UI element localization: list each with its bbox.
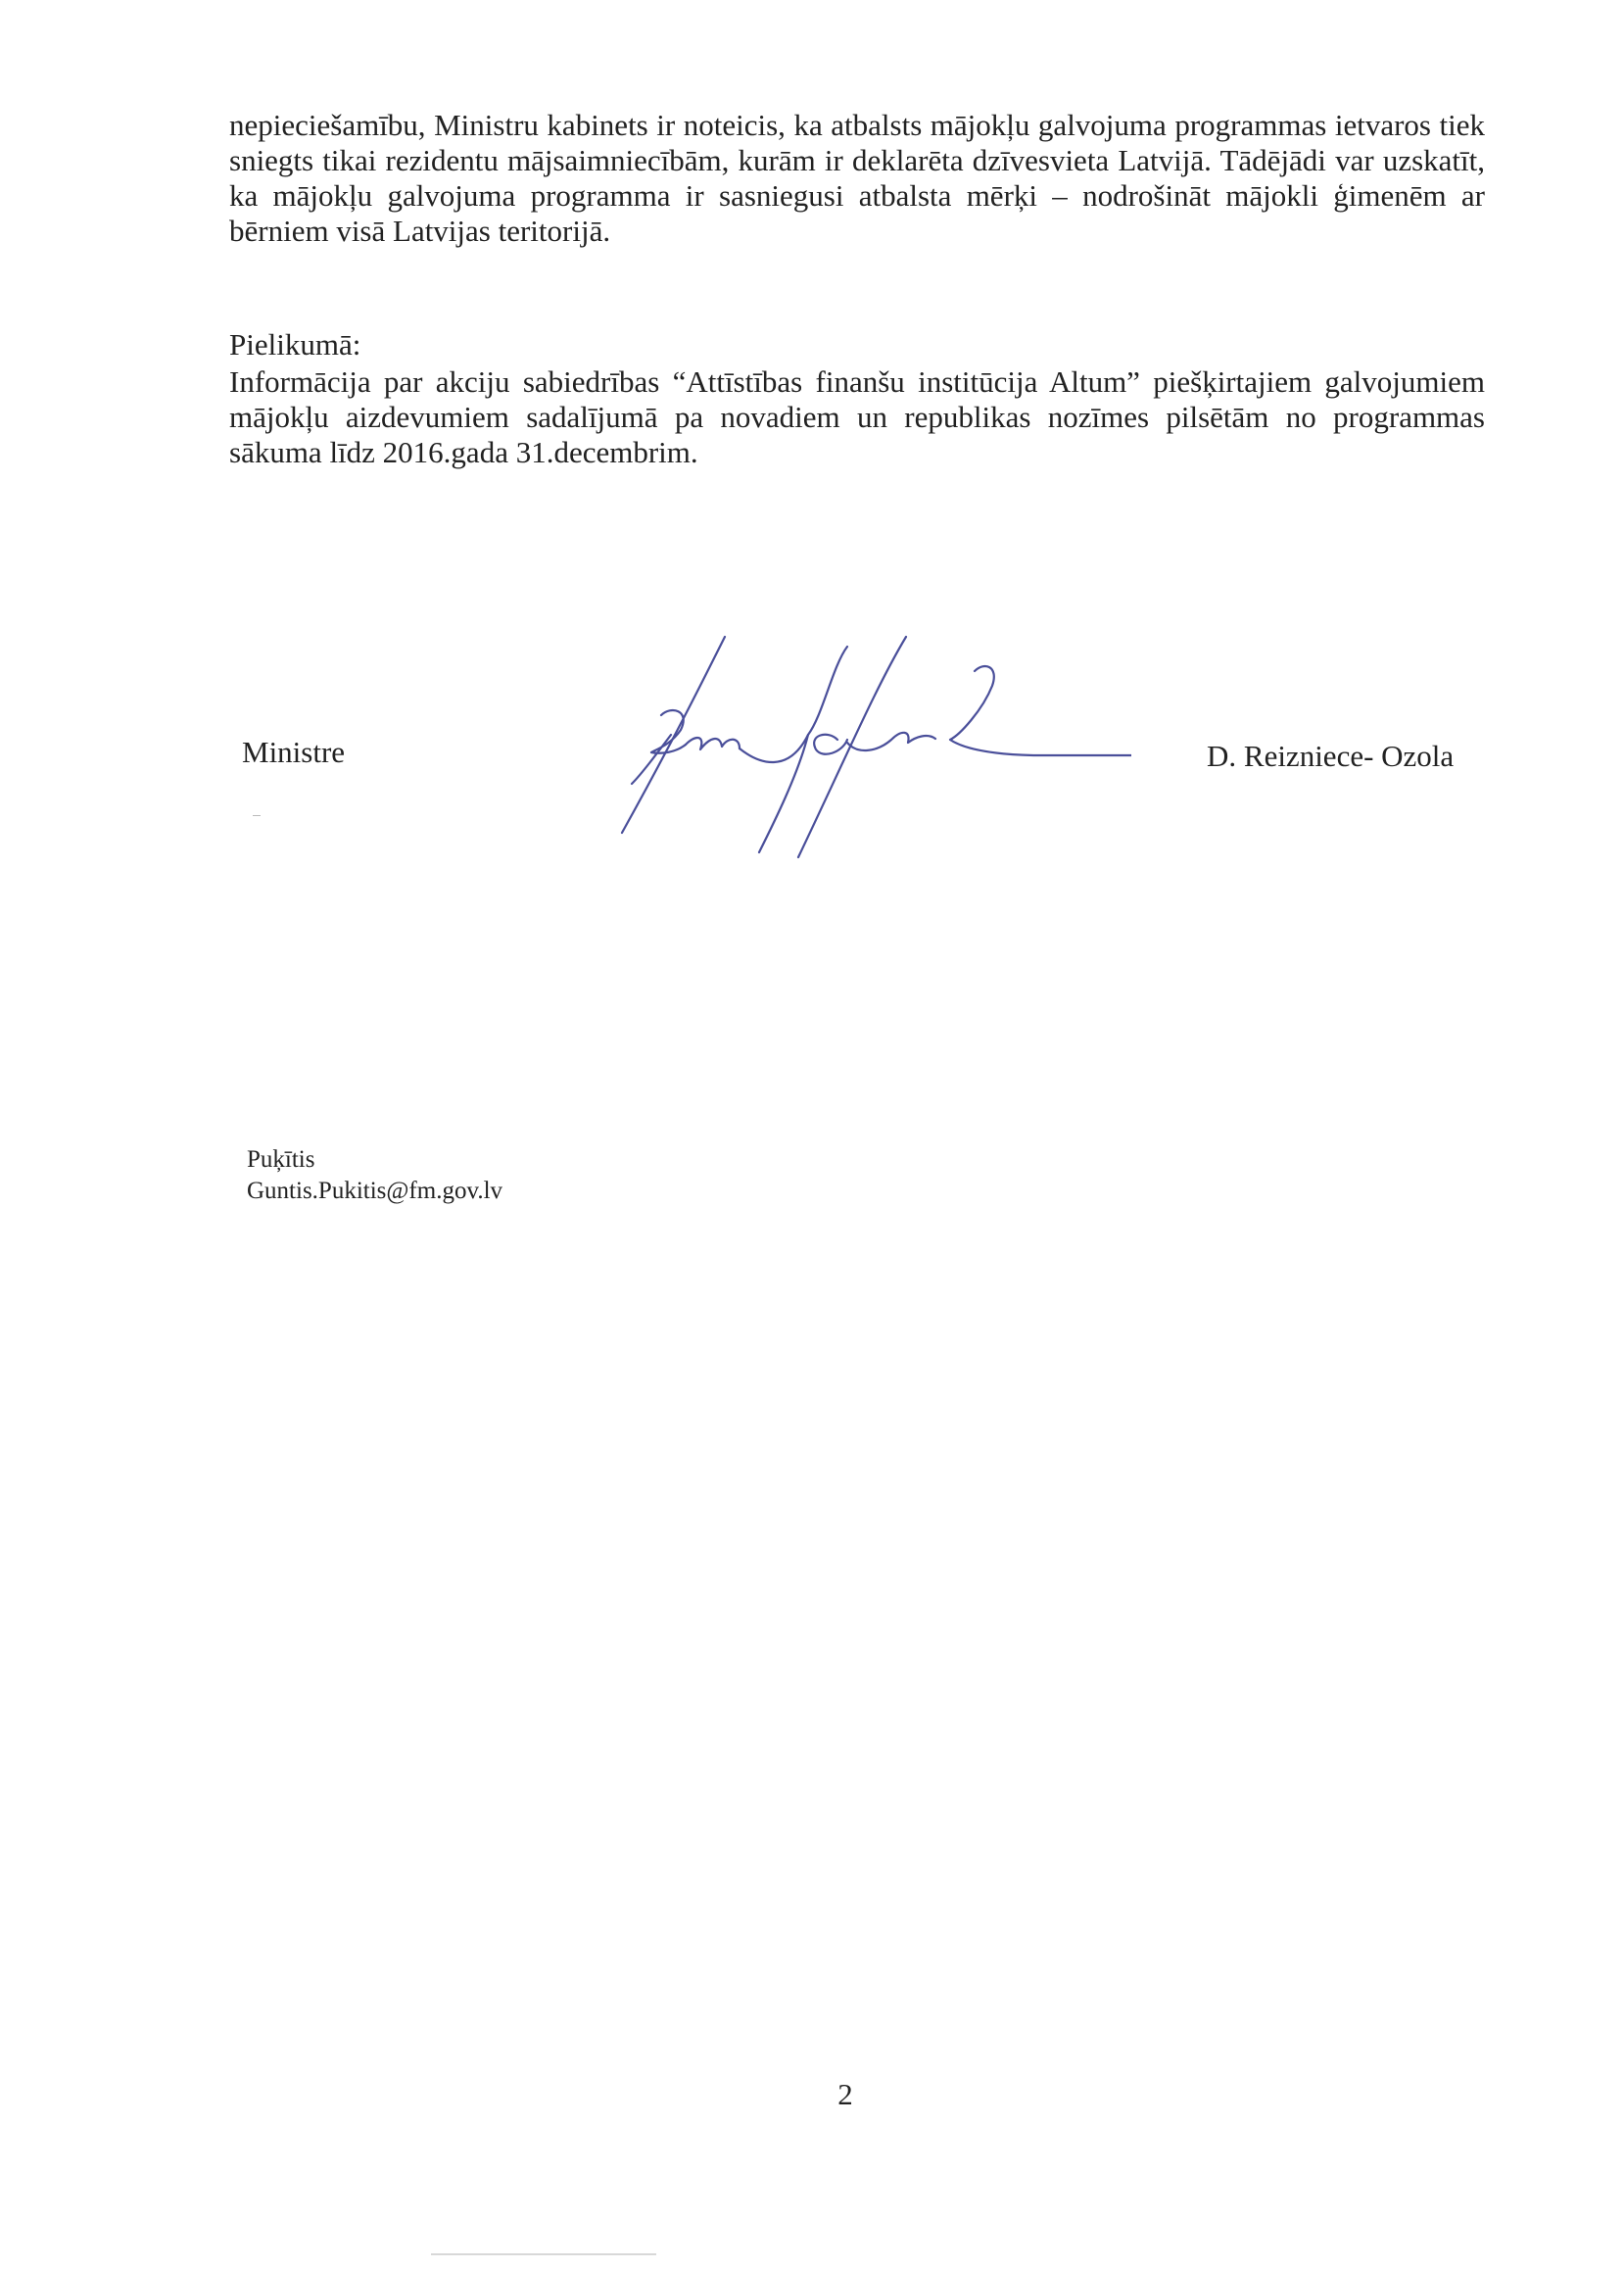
signatory-title: Ministre [242,735,346,769]
page-number: 2 [837,2077,853,2111]
body-paragraph: nepieciešamību, Ministru kabinets ir noteicis, ka atbalsts mājokļu galvojuma programmas ietvaros tiek sniegts tikai rezidentu mājsaimniecībām, kurām ir deklarēta dzīvesvieta Latvijā. Tādējādi var uzskatīt, ka mājokļu galvojuma programma ir sasniegusi atbalsta mērķi – nodrošināt mājokli ģimenēm ar bērniem visā Latvijas teritorijā. [229,108,1485,248]
signatory-name: D. Reizniece- Ozola [1207,739,1455,773]
annex-description: Informācija par akciju sabiedrības “Attīstības finanšu institūcija Altum” piešķirtajiem galvojumiem mājokļu aizdevumiem sadalījumā pa novadiem un republikas nozīmes pilsētām no programmas sākuma līdz 2016.gada 31.decembrim. [229,364,1485,469]
annex-heading: Pielikumā: [229,327,361,362]
scan-artifact [253,815,261,816]
scan-edge-artifact [431,2253,656,2255]
contact-name: Puķītis [247,1146,315,1173]
contact-email: Guntis.Pukitis@fm.gov.lv [247,1178,503,1204]
handwritten-signature-icon [563,627,1131,872]
